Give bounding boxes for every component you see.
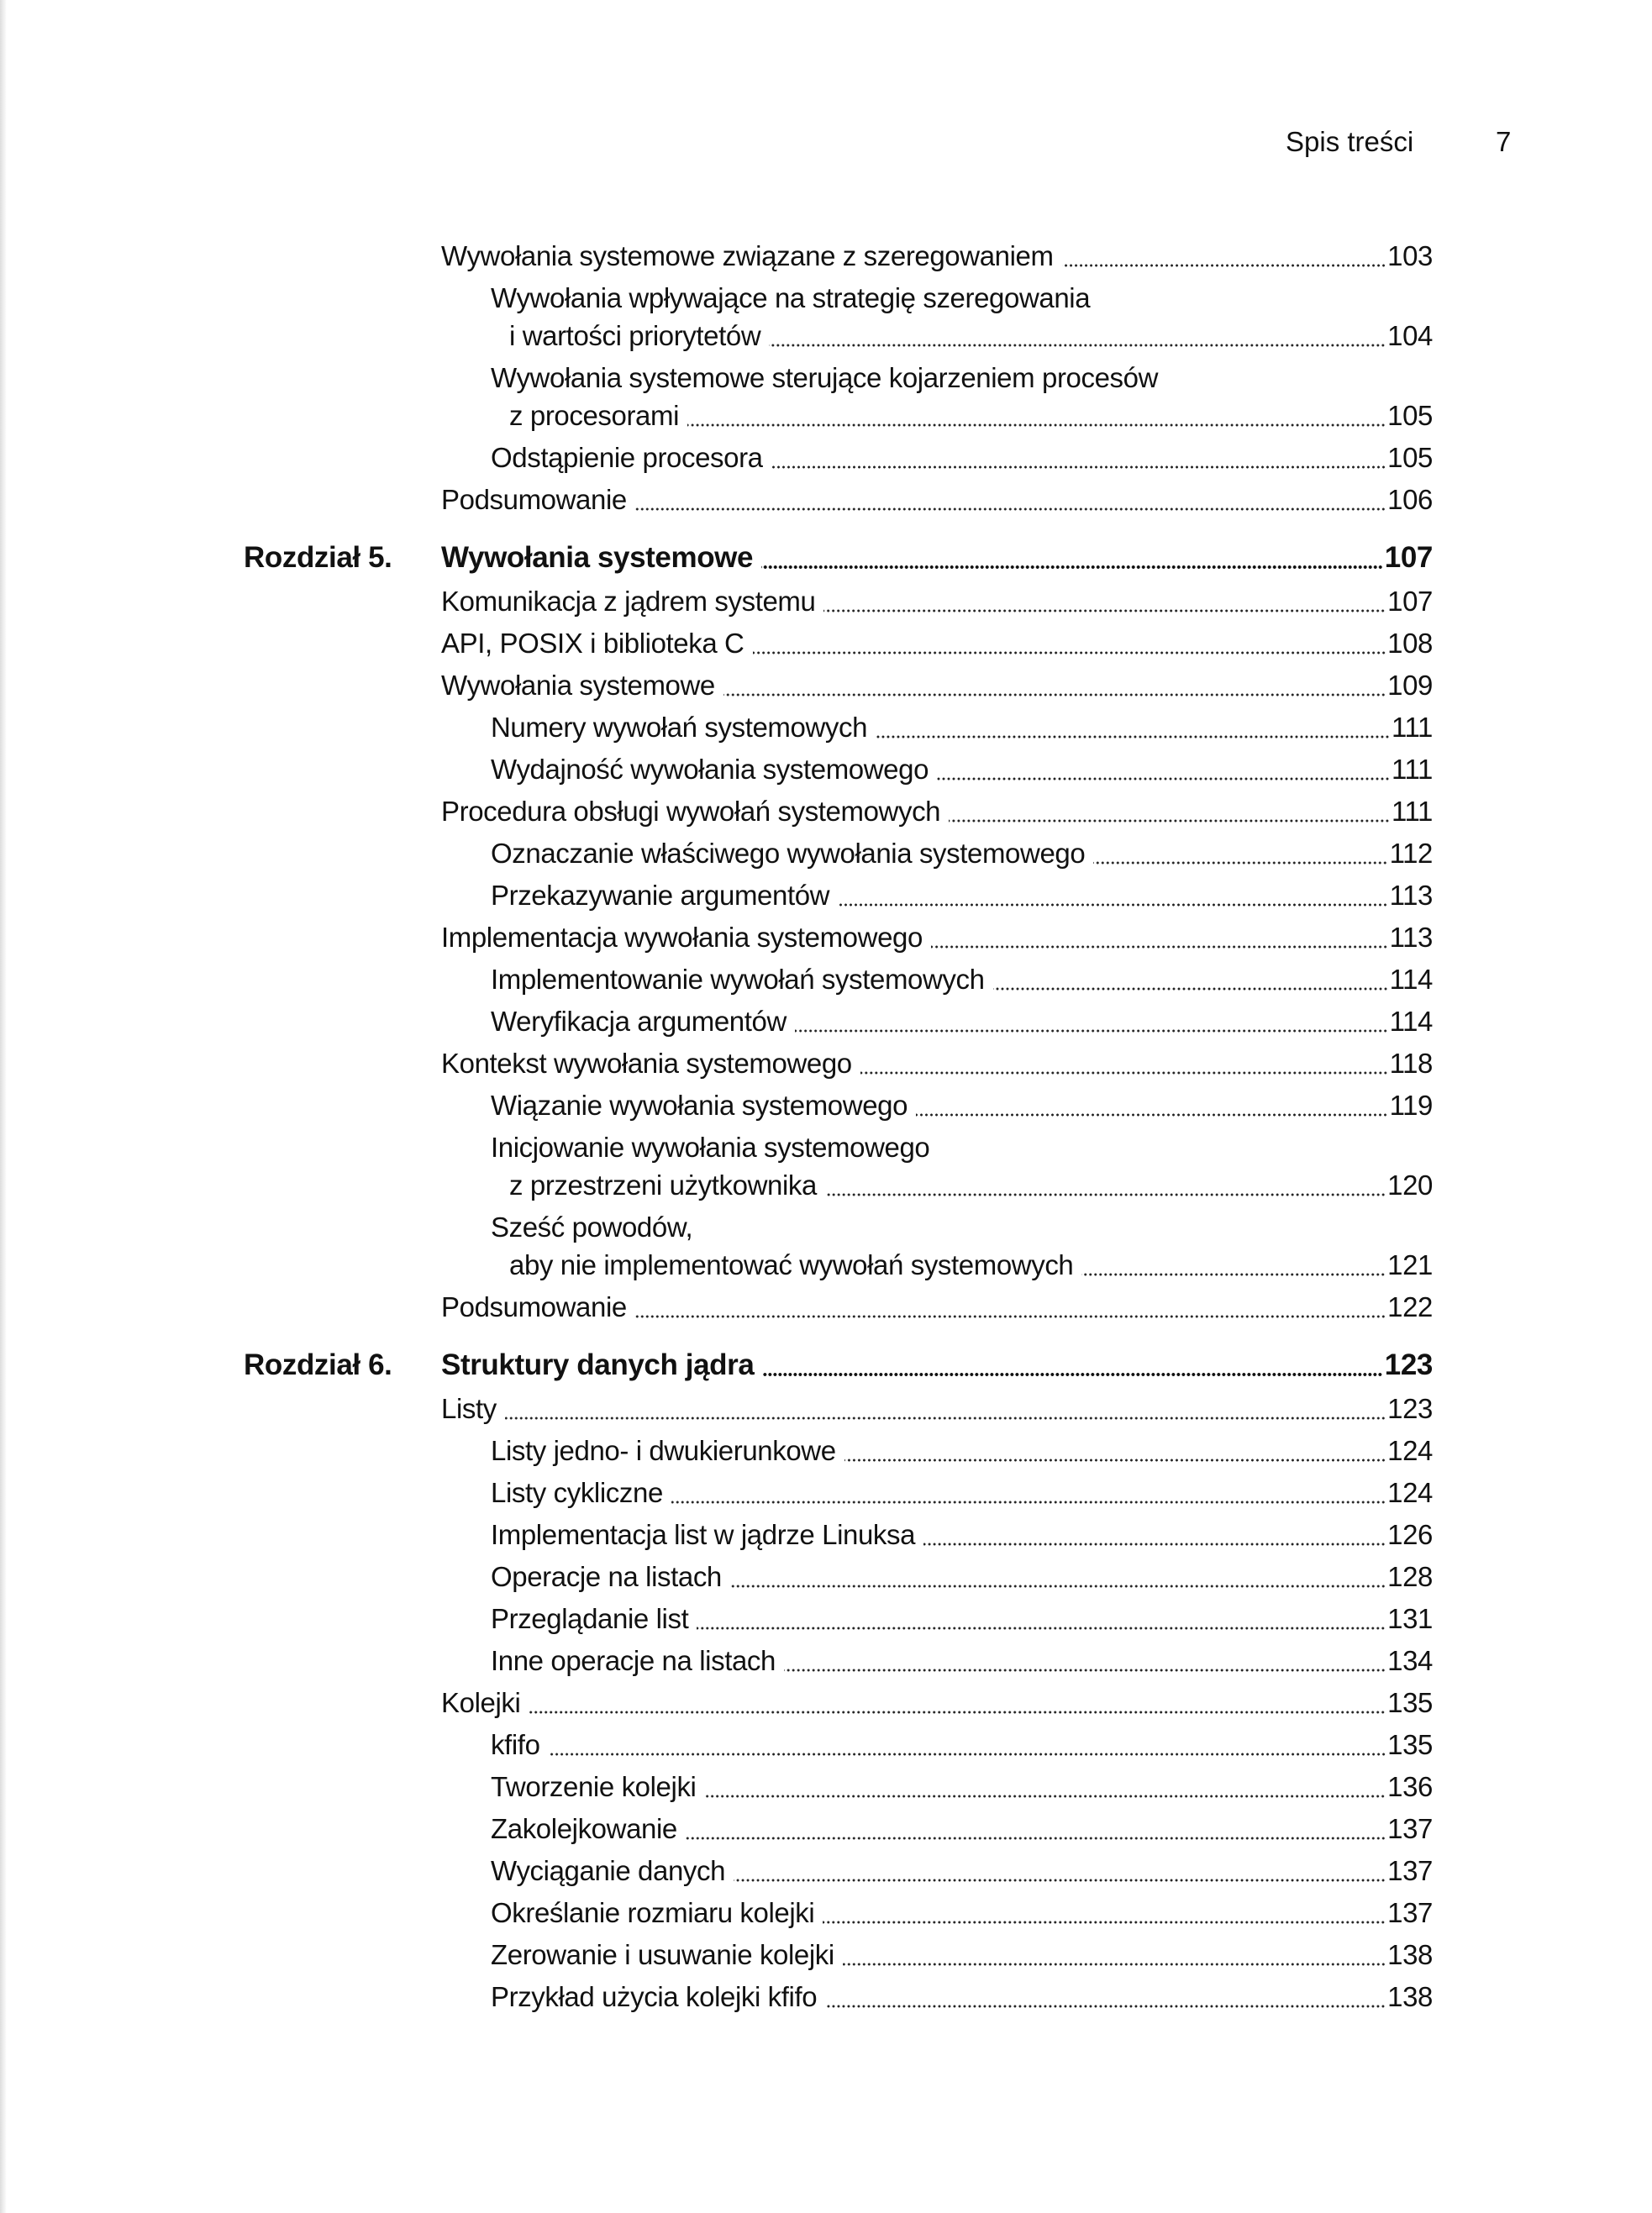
dot-leader — [723, 693, 1386, 696]
toc-entry-title: Określanie rozmiaru kolejki — [491, 1897, 815, 1928]
dot-leader — [686, 1837, 1386, 1840]
dot-leader — [876, 735, 1390, 739]
toc-line — [491, 1976, 1433, 2018]
toc-line — [441, 1286, 1433, 1328]
toc-line — [509, 395, 1433, 437]
toc-page-number: 118 — [1389, 1048, 1433, 1079]
dot-leader — [823, 1921, 1386, 1924]
dot-leader — [753, 651, 1386, 654]
toc-entry — [0, 1430, 1652, 1472]
toc-entry — [0, 1724, 1652, 1766]
toc-entry — [0, 1850, 1652, 1892]
toc-line — [491, 959, 1433, 1001]
toc-entry-title: API, POSIX i biblioteka C — [441, 628, 744, 659]
toc-entry-title: Wywołania systemowe — [441, 670, 715, 701]
toc-entry — [0, 917, 1652, 959]
toc-line — [491, 1766, 1433, 1808]
toc-entry-title: z przestrzeni użytkownika — [509, 1170, 817, 1201]
toc-line — [441, 1043, 1433, 1085]
toc-line — [441, 1682, 1433, 1724]
dot-leader — [937, 777, 1390, 781]
toc-entry — [0, 1286, 1652, 1328]
toc-line — [491, 1085, 1433, 1127]
toc-entry-title: Sześć powodów, — [491, 1212, 693, 1243]
dot-leader — [1062, 264, 1386, 267]
toc-entry — [0, 1598, 1652, 1640]
dot-leader — [771, 465, 1386, 469]
toc-page-number: 137 — [1387, 1897, 1433, 1928]
toc-entry-title: Wywołania systemowe — [441, 541, 754, 574]
toc-line — [491, 1556, 1433, 1598]
toc-entry-title: Przekazywanie argumentów — [491, 880, 830, 911]
dot-leader — [762, 1372, 1382, 1376]
toc-entry-title: Numery wywołań systemowych — [491, 712, 868, 743]
toc-entry-title: Zerowanie i usuwanie kolejki — [491, 1939, 834, 1970]
toc-page-number: 135 — [1387, 1729, 1433, 1760]
toc-line — [491, 1724, 1433, 1766]
toc-entry-title: Wywołania systemowe związane z szeregowaniem — [441, 240, 1054, 271]
chapter-label: Rozdział 6. — [244, 1348, 392, 1381]
dot-leader — [697, 1627, 1386, 1630]
toc-entry — [0, 1514, 1652, 1556]
toc-entry-title: Odstąpienie procesora — [491, 442, 763, 473]
toc-entry-title: Kontekst wywołania systemowego — [441, 1048, 852, 1079]
toc-line — [491, 1127, 1433, 1169]
dot-leader — [860, 1071, 1388, 1075]
toc-entry-title: kfifo — [491, 1729, 540, 1760]
toc-page-number: 135 — [1387, 1687, 1433, 1718]
toc-line — [491, 749, 1433, 791]
toc-page-number: 123 — [1384, 1348, 1433, 1381]
toc-entry — [0, 1976, 1652, 2018]
dot-leader — [549, 1753, 1386, 1756]
toc-entry-title: Przykład użycia kolejki kfifo — [491, 1981, 818, 2012]
toc-page-number: 113 — [1389, 922, 1433, 953]
toc-line — [441, 479, 1433, 521]
dot-leader — [784, 1669, 1386, 1672]
toc-chapter-entry — [0, 537, 1652, 579]
toc-entry-line — [0, 357, 1652, 395]
dot-leader — [635, 1315, 1386, 1318]
toc-page-number: 120 — [1387, 1170, 1433, 1201]
toc-entry — [0, 1388, 1652, 1430]
toc-entry-line — [0, 315, 1652, 357]
toc-entry — [0, 959, 1652, 1001]
toc-entry — [0, 1808, 1652, 1850]
dot-leader — [825, 1193, 1386, 1196]
toc-page-number: 124 — [1387, 1435, 1433, 1466]
chapter-label: Rozdział 5. — [244, 541, 392, 574]
toc-entry-line — [0, 277, 1652, 315]
toc-page-number: 138 — [1387, 1981, 1433, 2012]
toc-line — [491, 1892, 1433, 1934]
dot-leader — [838, 903, 1387, 907]
toc-page-number: 119 — [1389, 1090, 1433, 1121]
toc-page-number: 111 — [1392, 712, 1433, 743]
toc-entry-title: aby nie implementować wywołań systemowych — [509, 1249, 1074, 1280]
toc-entry-title: Wywołania wpływające na strategię szeregowania — [491, 282, 1091, 313]
toc-entry — [0, 479, 1652, 521]
toc-entry-title: Podsumowanie — [441, 484, 627, 515]
dot-leader — [1081, 1273, 1386, 1276]
toc-entry-line — [0, 395, 1652, 437]
toc-page-number: 109 — [1387, 670, 1433, 701]
toc-entry — [0, 437, 1652, 479]
toc-entry — [0, 749, 1652, 791]
toc-entry-title: Implementacja wywołania systemowego — [441, 922, 923, 953]
header-title: Spis treści — [1286, 126, 1414, 157]
toc-page-number: 136 — [1387, 1771, 1433, 1802]
toc-line — [491, 833, 1433, 875]
toc-line — [491, 1206, 1433, 1248]
toc-entry-line — [0, 1244, 1652, 1286]
toc-line — [491, 1430, 1433, 1472]
dot-leader — [825, 2005, 1386, 2008]
toc-page-number: 112 — [1389, 838, 1433, 869]
toc-entry-title: Zakolejkowanie — [491, 1813, 677, 1844]
toc-page-number: 122 — [1387, 1291, 1433, 1322]
dot-leader — [704, 1795, 1386, 1798]
toc-entry — [0, 1556, 1652, 1598]
toc-page-number: 138 — [1387, 1939, 1433, 1970]
toc-line — [491, 1001, 1433, 1043]
toc-line — [441, 917, 1433, 959]
toc-page-number: 108 — [1387, 628, 1433, 659]
toc-page-number: 124 — [1387, 1477, 1433, 1508]
toc-entry-title: Listy jedno- i dwukierunkowe — [491, 1435, 836, 1466]
dot-leader — [931, 945, 1388, 949]
toc-line — [491, 1934, 1433, 1976]
toc-page-number: 107 — [1387, 586, 1433, 617]
toc-entry — [0, 623, 1652, 665]
dot-leader — [761, 565, 1383, 569]
toc-entry-title: z procesorami — [509, 400, 680, 431]
dot-leader — [730, 1585, 1386, 1588]
toc-entry-title: Kolejki — [441, 1687, 521, 1718]
dot-leader — [795, 1029, 1388, 1033]
dot-leader — [1093, 861, 1387, 865]
toc-entry-line — [0, 1127, 1652, 1164]
dot-leader — [529, 1711, 1386, 1714]
toc-entry — [0, 1766, 1652, 1808]
toc-entry — [0, 581, 1652, 623]
toc-page-number: 123 — [1387, 1393, 1433, 1424]
toc-page-number: 128 — [1387, 1561, 1433, 1592]
toc-entry-title: Procedura obsługi wywołań systemowych — [441, 796, 941, 827]
dot-leader — [505, 1417, 1386, 1420]
toc-entry-title: Inne operacje na listach — [491, 1645, 776, 1676]
dot-leader — [734, 1879, 1386, 1882]
running-header — [1286, 126, 1512, 158]
toc-line — [491, 1514, 1433, 1556]
toc-line — [491, 277, 1433, 319]
toc-line — [491, 1472, 1433, 1514]
toc-page-number: 137 — [1387, 1855, 1433, 1886]
toc-entry — [0, 1934, 1652, 1976]
toc-page-number: 103 — [1387, 240, 1433, 271]
toc-line — [441, 581, 1433, 623]
toc-page-number: 113 — [1389, 880, 1433, 911]
dot-leader — [916, 1113, 1388, 1117]
toc-page-number: 134 — [1387, 1645, 1433, 1676]
toc-entry — [0, 1682, 1652, 1724]
toc-entry-title: Listy — [441, 1393, 497, 1424]
toc-line — [491, 1808, 1433, 1850]
toc-page-number: 111 — [1392, 796, 1433, 827]
dot-leader — [769, 344, 1386, 347]
toc-entry — [0, 665, 1652, 707]
dot-leader — [949, 819, 1390, 823]
toc-entry-title: Przeglądanie list — [491, 1603, 689, 1634]
dot-leader — [823, 609, 1386, 612]
dot-leader — [843, 1963, 1386, 1966]
toc-entry-title: Komunikacja z jądrem systemu — [441, 586, 816, 617]
toc-entry-line — [0, 1206, 1652, 1244]
toc-page-number: 131 — [1387, 1603, 1433, 1634]
toc-entry — [0, 1001, 1652, 1043]
toc-entry — [0, 875, 1652, 917]
toc-entry-title: Tworzenie kolejki — [491, 1771, 697, 1802]
toc-line — [509, 315, 1433, 357]
toc-line — [491, 1850, 1433, 1892]
toc-page-number: 114 — [1389, 1006, 1433, 1037]
toc-line — [491, 1640, 1433, 1682]
toc-entry — [0, 235, 1652, 277]
toc-entry-title: Listy cykliczne — [491, 1477, 663, 1508]
toc-entry-title: Inicjowanie wywołania systemowego — [491, 1132, 930, 1163]
toc-page-number: 111 — [1392, 754, 1433, 785]
toc-line — [491, 875, 1433, 917]
toc-line — [441, 623, 1433, 665]
toc-line — [491, 707, 1433, 749]
toc-line — [509, 1244, 1433, 1286]
table-of-contents — [0, 235, 1652, 2018]
toc-entry-title: Struktury danych jądra — [441, 1348, 755, 1381]
toc-entry — [0, 791, 1652, 833]
toc-entry — [0, 1085, 1652, 1127]
toc-entry-title: Wyciąganie danych — [491, 1855, 726, 1886]
toc-line — [491, 1598, 1433, 1640]
toc-entry-title: Podsumowanie — [441, 1291, 627, 1322]
dot-leader — [671, 1501, 1386, 1504]
toc-entry — [0, 1472, 1652, 1514]
toc-entry-title: Wywołania systemowe sterujące kojarzeniem procesów — [491, 362, 1159, 393]
page-number: 7 — [1496, 126, 1512, 157]
toc-line — [491, 437, 1433, 479]
toc-page-number: 114 — [1389, 964, 1433, 995]
toc-entry-title: Implementacja list w jądrze Linuksa — [491, 1519, 916, 1550]
toc-line — [509, 1164, 1433, 1206]
toc-chapter-entry — [0, 1344, 1652, 1386]
toc-page-number: 121 — [1387, 1249, 1433, 1280]
toc-entry-title: Implementowanie wywołań systemowych — [491, 964, 985, 995]
toc-entry-title: Operacje na listach — [491, 1561, 722, 1592]
toc-line — [491, 357, 1433, 399]
dot-leader — [923, 1543, 1386, 1546]
toc-page-number: 106 — [1387, 484, 1433, 515]
toc-page-number: 137 — [1387, 1813, 1433, 1844]
toc-line — [441, 1344, 1433, 1386]
toc-line — [441, 791, 1433, 833]
toc-entry — [0, 1892, 1652, 1934]
toc-entry — [0, 1640, 1652, 1682]
dot-leader — [993, 987, 1388, 991]
toc-entry-title: Wydajność wywołania systemowego — [491, 754, 929, 785]
toc-line — [441, 1388, 1433, 1430]
dot-leader — [687, 423, 1386, 427]
toc-page-number: 105 — [1387, 442, 1433, 473]
toc-entry-title: Weryfikacja argumentów — [491, 1006, 787, 1037]
toc-entry-title: Oznaczanie właściwego wywołania systemowego — [491, 838, 1086, 869]
toc-entry — [0, 1043, 1652, 1085]
toc-page-number: 107 — [1384, 541, 1433, 574]
dot-leader — [635, 507, 1386, 511]
toc-entry — [0, 707, 1652, 749]
toc-page-number: 104 — [1387, 320, 1433, 351]
dot-leader — [844, 1459, 1386, 1462]
toc-line — [441, 235, 1433, 277]
toc-entry-line — [0, 1164, 1652, 1206]
toc-entry-title: Wiązanie wywołania systemowego — [491, 1090, 908, 1121]
toc-line — [441, 537, 1433, 579]
toc-entry-title: i wartości priorytetów — [509, 320, 761, 351]
toc-line — [441, 665, 1433, 707]
toc-page-number: 105 — [1387, 400, 1433, 431]
toc-entry — [0, 833, 1652, 875]
toc-page-number: 126 — [1387, 1519, 1433, 1550]
